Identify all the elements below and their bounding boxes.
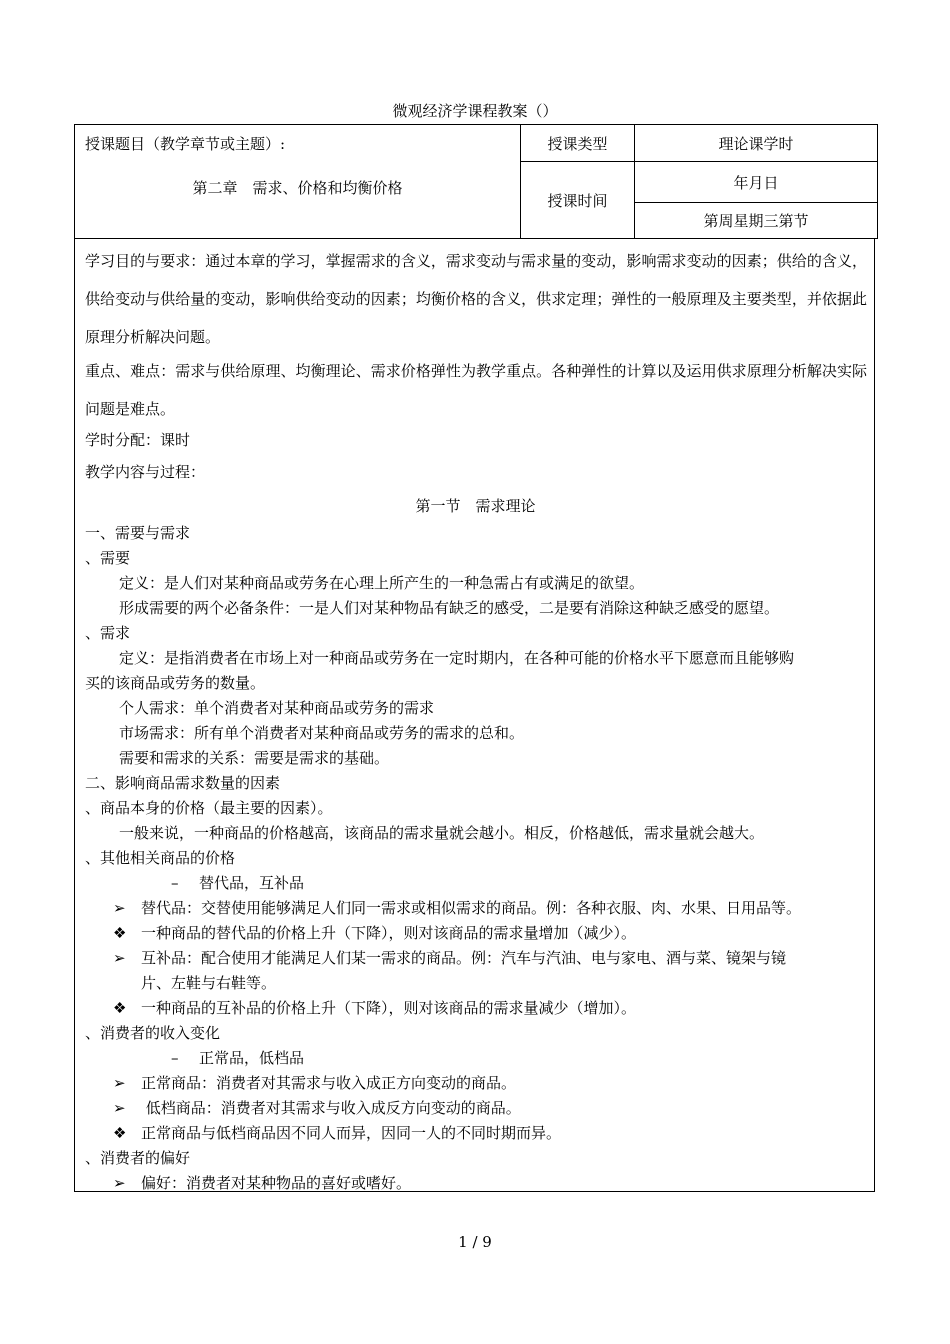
individual-demand: 个人需求：单个消费者对某种商品或劳务的需求: [119, 699, 435, 717]
arrow-bullet-icon: ➢: [113, 1174, 126, 1192]
complement-definition-line1: ➢ 互补品：配合使用才能满足人们某一需求的商品。例：汽车与汽油、电与家电、酒与菜、镜架与镜: [113, 949, 787, 967]
arrow-bullet-icon: ➢: [113, 899, 126, 917]
hours-allocation: 学时分配：课时: [85, 431, 191, 449]
inferior-goods-definition: ➢ 低档商品：消费者对其需求与收入成反方向变动的商品。: [113, 1099, 521, 1117]
document-title: 微观经济学课程教案（）: [392, 102, 558, 120]
need-definition: 定义：是人们对某种商品或劳务在心理上所产生的一种急需占有或满足的欲望。: [119, 574, 645, 592]
course-date-value: 年月日: [635, 162, 878, 203]
subheading-related-prices: 、其他相关商品的价格: [85, 849, 236, 867]
diamond-bullet-icon: ❖: [113, 999, 127, 1017]
topic-cell: [75, 125, 521, 239]
arrow-bullet-icon: ➢: [113, 949, 126, 967]
course-type-value: 理论课学时: [635, 125, 878, 162]
dash-item-substitutes-complements: – 替代品，互补品: [171, 874, 305, 892]
complement-definition-line2: 片、左鞋与右鞋等。: [141, 974, 277, 992]
normal-inferior-rule: ❖ 正常商品与低档商品因不同人而异，因同一人的不同时期而异。: [113, 1124, 562, 1142]
arrow-bullet-icon: ➢: [113, 1099, 126, 1117]
dash-bullet-icon: –: [171, 1049, 179, 1067]
chapter-title: 第二章 需求、价格和均衡价格: [192, 179, 403, 197]
page-number: 1 / 9: [458, 1233, 492, 1251]
diamond-bullet-icon: ❖: [113, 1124, 127, 1142]
diamond-bullet-icon: ❖: [113, 924, 127, 942]
heading-demand-factors: 二、影响商品需求数量的因素: [85, 774, 281, 792]
subheading-preference: 、消费者的偏好: [85, 1149, 191, 1167]
key-difficult-points: 重点、难点：需求与供给原理、均衡理论、需求价格弹性为教学重点。各种弹性的计算以及运用供求原理分析解决实际问题是难点。: [85, 362, 867, 418]
teaching-process-label: 教学内容与过程：: [85, 463, 206, 481]
lesson-content-box: [74, 238, 875, 1192]
subheading-income-change: 、消费者的收入变化: [85, 1024, 221, 1042]
market-demand: 市场需求：所有单个消费者对某种商品或劳务的需求的总和。: [119, 724, 525, 742]
course-header-table: [74, 124, 878, 239]
course-week-value: 第周星期三第节: [635, 203, 878, 239]
preference-definition: ➢ 偏好：消费者对某种物品的喜好或嗜好。: [113, 1174, 412, 1192]
arrow-bullet-icon: ➢: [113, 1074, 126, 1092]
demand-definition-line2: 买的该商品或劳务的数量。: [85, 674, 266, 692]
substitute-rule: ❖ 一种商品的替代品的价格上升（下降），则对该商品的需求量增加（减少）。: [113, 924, 637, 942]
section-title: 第一节 需求理论: [415, 497, 536, 515]
need-conditions: 形成需要的两个必备条件：一是人们对某种物品有缺乏的感受，二是要有消除这种缺乏感受的愿望。: [119, 599, 780, 617]
subheading-need: 、需要: [85, 549, 131, 567]
complement-rule: ❖ 一种商品的互补品的价格上升（下降），则对该商品的需求量减少（增加）。: [113, 999, 637, 1017]
subheading-demand: 、需求: [85, 624, 131, 642]
course-type-label: 授课类型: [521, 125, 635, 162]
dash-bullet-icon: –: [171, 874, 179, 892]
dash-item-normal-inferior: – 正常品，低档品: [171, 1049, 305, 1067]
subheading-own-price: 、商品本身的价格（最主要的因素）。: [85, 799, 333, 817]
course-time-label: 授课时间: [521, 162, 635, 239]
need-demand-relation: 需要和需求的关系：需要是需求的基础。: [119, 749, 390, 767]
own-price-text: 一般来说，一种商品的价格越高，该商品的需求量就会越小。相反，价格越低，需求量就会越大。: [119, 824, 765, 842]
demand-definition-line1: 定义：是指消费者在市场上对一种商品或劳务在一定时期内，在各种可能的价格水平下愿意而且能够购: [119, 649, 795, 667]
topic-label: 授课题目（教学章节或主题）:: [85, 135, 286, 153]
normal-goods-definition: ➢ 正常商品：消费者对其需求与收入成正方向变动的商品。: [113, 1074, 517, 1092]
heading-need-and-demand: 一、需要与需求: [85, 524, 191, 542]
learning-objectives: 学习目的与要求：通过本章的学习，掌握需求的含义，需求变动与需求量的变动，影响需求变动的因素；供给的含义，供给变动与供给量的变动，影响供给变动的因素；均衡价格的含义，供求定理；弹性的一般原理及主要类型，并依据此原理分析解决问题。: [85, 252, 867, 346]
substitute-definition: ➢ 替代品：交替使用能够满足人们同一需求或相似需求的商品。例：各种衣服、肉、水果、日用品等。: [113, 899, 802, 917]
